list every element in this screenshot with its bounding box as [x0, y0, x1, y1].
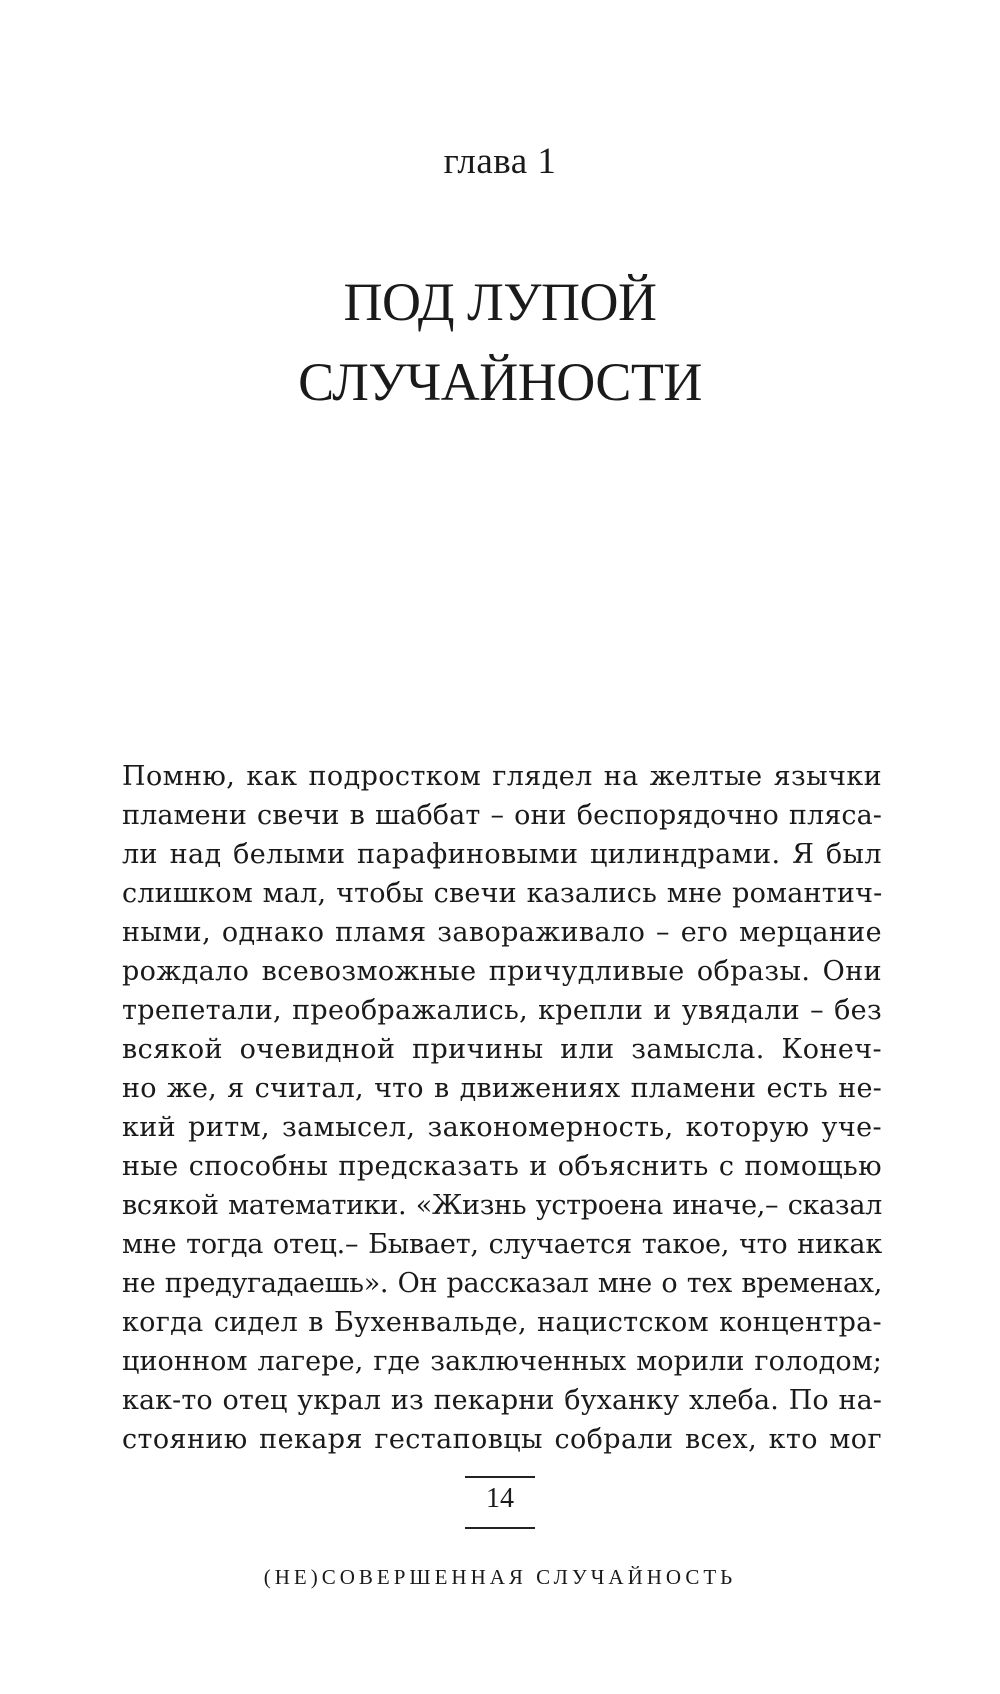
- text-line: всякой очевидной причины или замысла. Конеч-: [122, 1034, 882, 1065]
- running-title: (НЕ)СОВЕРШЕННАЯ СЛУЧАЙНОСТЬ: [263, 1565, 737, 1589]
- chapter-title-line: ПОД ЛУПОЙ: [343, 272, 657, 332]
- body-paragraph: [122, 757, 882, 1459]
- footer-rule-top: [465, 1476, 535, 1478]
- text-line: слишком мал, чтобы свечи казались мне романтич-: [122, 878, 883, 909]
- text-line: кий ритм, замысел, закономерность, которую уче-: [122, 1112, 882, 1143]
- chapter-label: глава 1: [443, 141, 557, 182]
- chapter-title: [0, 262, 1000, 422]
- text-line: не предугадаешь». Он рассказал мне о тех временах,: [122, 1268, 882, 1299]
- text-line: трепетали, преображались, крепли и увядали – без: [122, 995, 882, 1026]
- text-line: ционном лагере, где заключенных морили голодом;: [122, 1346, 882, 1377]
- chapter-title-line: СЛУЧАЙНОСТИ: [298, 352, 702, 412]
- text-line: как-то отец украл из пекарни буханку хлеба. По на-: [122, 1385, 882, 1416]
- text-line: ными, однако пламя завораживало – его мерцание: [122, 917, 882, 948]
- text-line: когда сидел в Бухенвальде, нацистском концентра-: [122, 1307, 882, 1338]
- text-line: пламени свечи в шаббат – они беспорядочно пляса-: [122, 800, 882, 831]
- text-line: ные способны предсказать и объяснить с помощью: [122, 1151, 882, 1182]
- text-line: стоянию пекаря гестаповцы собрали всех, кто мог: [122, 1424, 882, 1455]
- page-number: 14: [486, 1483, 514, 1514]
- text-line: Помню, как подростком глядел на желтые язычки: [122, 761, 882, 792]
- footer-rule-bottom: [465, 1527, 535, 1529]
- text-line: рождало всевозможные причудливые образы. Они: [122, 956, 882, 987]
- text-line: мне тогда отец.– Бывает, случается такое, что никак: [122, 1229, 882, 1260]
- text-line: ли над белыми парафиновыми цилиндрами. Я был: [122, 839, 882, 870]
- text-line: но же, я считал, что в движениях пламени есть не-: [122, 1073, 882, 1104]
- text-line: всякой математики. «Жизнь устроена иначе,– сказал: [122, 1190, 882, 1221]
